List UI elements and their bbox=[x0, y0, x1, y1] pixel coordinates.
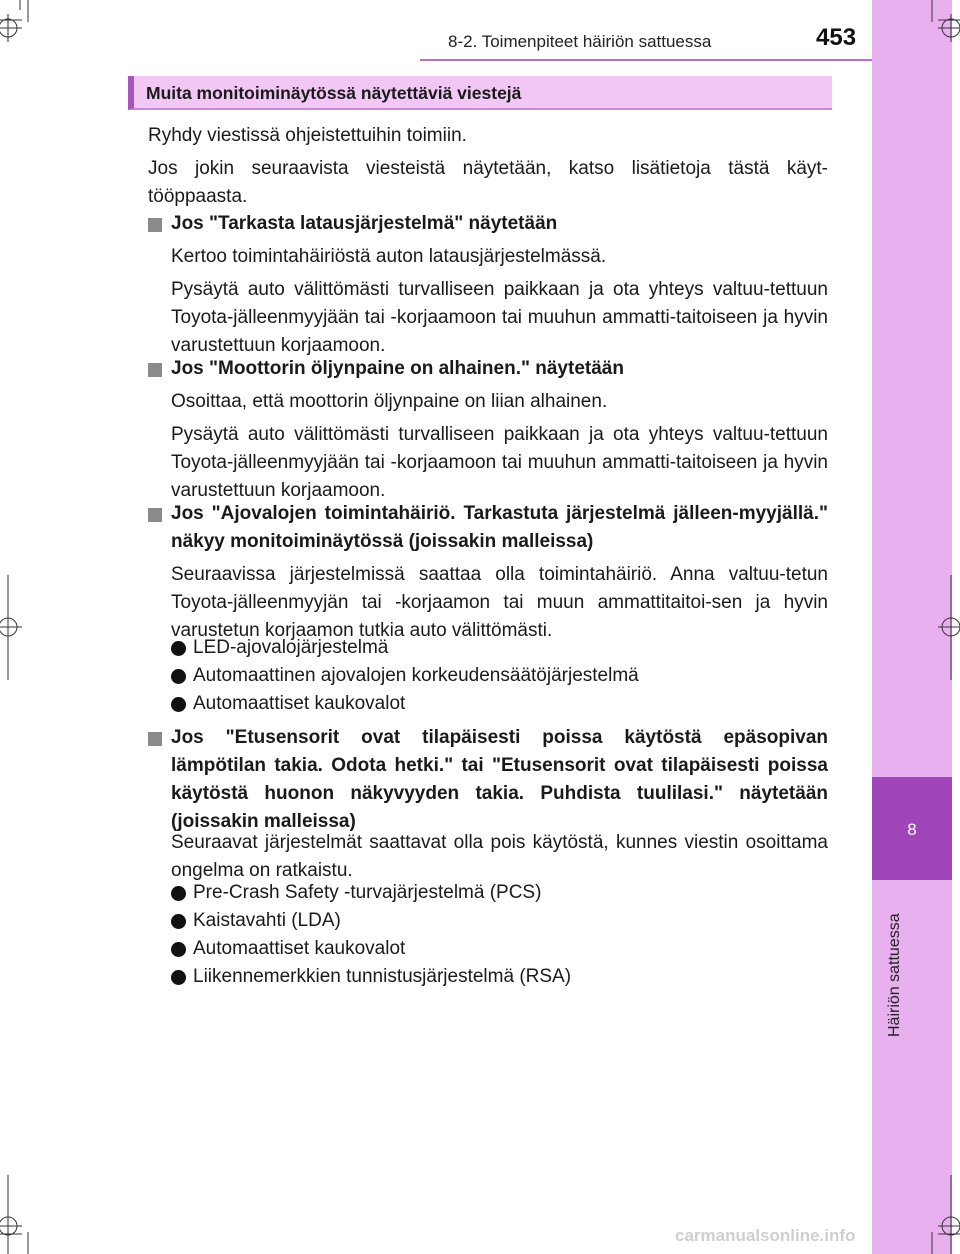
bullet-dot-icon bbox=[171, 641, 186, 656]
chapter-side-strip bbox=[872, 0, 952, 1254]
bullet-item: Pre-Crash Safety -turvajärjestelmä (PCS) bbox=[193, 882, 542, 903]
section-paragraph: Kertoo toimintahäiriöstä auton latausjärjestelmässä. bbox=[171, 246, 607, 267]
bullet-dot-icon bbox=[171, 669, 186, 684]
watermark: carmanualsonline.info bbox=[675, 1226, 856, 1245]
bullet-item: Automaattiset kaukovalot bbox=[193, 938, 406, 959]
section-title-bar bbox=[128, 76, 832, 110]
chapter-label: Häiriön sattuessa bbox=[886, 913, 903, 1037]
header-rule bbox=[420, 59, 872, 61]
section-heading: Jos "Ajovalojen toimintahäiriö. Tarkastuta järjestelmä jälleen-myyjällä." näkyy monitoiminäytössä (joissakin malleissa) bbox=[171, 503, 828, 552]
section-paragraph: Osoittaa, että moottorin öljynpaine on liian alhainen. bbox=[171, 391, 608, 412]
bullet-item: Kaistavahti (LDA) bbox=[193, 910, 341, 931]
page-number: 453 bbox=[816, 24, 857, 51]
bullet-dot-icon bbox=[171, 970, 186, 985]
bullet-dot-icon bbox=[171, 914, 186, 929]
section-heading: Jos "Etusensorit ovat tilapäisesti poissa käytöstä epäsopivan lämpötilan takia. Odota hetki." tai "Etusensorit ovat tilapäisesti poissa käytöstä huonon näkyvyyden takia. Puhdista tuulilasi." näytetään (joissakin malleissa) bbox=[171, 727, 828, 832]
chapter-label-wrap bbox=[884, 887, 914, 1047]
section-heading: Jos "Tarkasta latausjärjestelmä" näytetään bbox=[171, 213, 558, 234]
heading-square-icon bbox=[148, 508, 162, 522]
bullet-dot-icon bbox=[171, 942, 186, 957]
section-paragraph: Seuraavat järjestelmät saattavat olla pois käytöstä, kunnes viestin osoittama ongelma on ratkaistu. bbox=[171, 832, 828, 881]
section-paragraph: Pysäytä auto välittömästi turvalliseen paikkaan ja ota yhteys valtuu-tettuun Toyota-jälleenmyyjään tai -korjaamoon tai muuhun ammatti-taitoiseen ja hyvin varustettuun korjaamoon. bbox=[171, 424, 828, 501]
bullet-dot-icon bbox=[171, 697, 186, 712]
section-paragraph: Pysäytä auto välittömästi turvalliseen paikkaan ja ota yhteys valtuu-tettuun Toyota-jälleenmyyjään tai -korjaamoon tai muuhun ammatti-taitoiseen ja hyvin varustettuun korjaamoon. bbox=[171, 279, 828, 356]
bullet-item: Liikennemerkkien tunnistusjärjestelmä (RSA) bbox=[193, 966, 572, 987]
section-paragraph: Seuraavissa järjestelmissä saattaa olla toimintahäiriö. Anna valtuu-tetun Toyota-jälleenmyyjän tai -korjaamon tai muun ammattitaitoi-sen ja hyvin varustetun korjaamon tutkia auto välittömästi. bbox=[171, 564, 828, 641]
bullet-item: Automaattiset kaukovalot bbox=[193, 693, 406, 714]
chapter-number: 8 bbox=[907, 820, 917, 839]
bullet-item: LED-ajovalojärjestelmä bbox=[193, 637, 389, 658]
intro-paragraph: Jos jokin seuraavista viesteistä näytetään, katso lisätietoja tästä käyt-tööppaasta. bbox=[148, 158, 828, 207]
heading-square-icon bbox=[148, 363, 162, 377]
section-title: Muita monitoiminäytössä näytettäviä viestejä bbox=[146, 83, 522, 103]
intro-paragraph: Ryhdy viestissä ohjeistettuihin toimiin. bbox=[148, 125, 467, 146]
bullet-item: Automaattinen ajovalojen korkeudensäätöjärjestelmä bbox=[193, 665, 639, 686]
section-heading: Jos "Moottorin öljynpaine on alhainen." näytetään bbox=[171, 358, 624, 379]
running-header-section: 8-2. Toimenpiteet häiriön sattuessa bbox=[448, 32, 712, 51]
bullet-dot-icon bbox=[171, 886, 186, 901]
heading-square-icon bbox=[148, 732, 162, 746]
heading-square-icon bbox=[148, 218, 162, 232]
